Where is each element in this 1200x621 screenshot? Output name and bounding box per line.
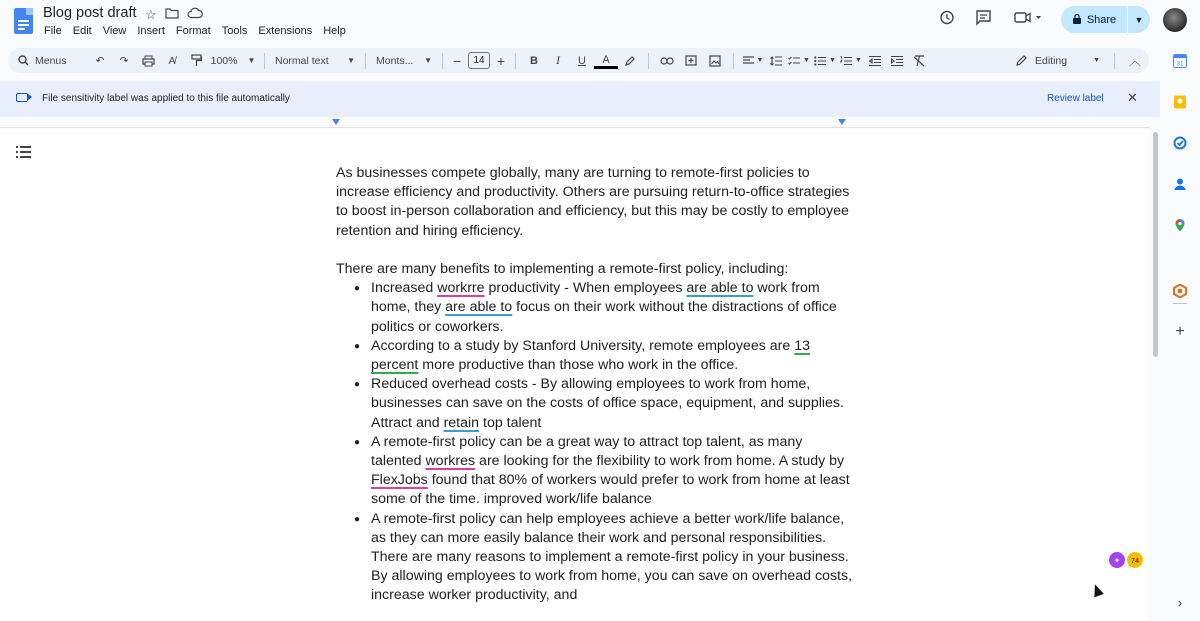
paint-format-icon[interactable] xyxy=(184,48,208,73)
bulleted-list-select[interactable] xyxy=(812,48,838,73)
spellcheck-icon[interactable]: A̸ xyxy=(168,54,176,67)
share-dropdown-button[interactable] xyxy=(1128,6,1150,33)
clear-formatting-icon[interactable] xyxy=(908,48,930,73)
menu-tools[interactable]: Tools xyxy=(221,25,248,37)
menu-file[interactable]: File xyxy=(44,25,62,37)
search-icon xyxy=(18,55,29,66)
list-item[interactable]: ● Increased workrre productivity - When employees are able to work from home, they are able to focus on their work without the distractions of office politics or coworkers. xyxy=(336,279,856,337)
move-folder-icon[interactable] xyxy=(165,7,179,23)
decrease-indent-icon[interactable] xyxy=(864,48,886,73)
menu-extensions[interactable]: Extensions xyxy=(258,25,313,37)
add-comment-icon[interactable] xyxy=(679,48,703,73)
increase-indent-icon[interactable] xyxy=(886,48,908,73)
list-item[interactable]: ● According to a study by Stanford University, remote employees are 13 percent more productive than those who work in the office. xyxy=(336,337,856,375)
menu-format[interactable]: Format xyxy=(175,25,211,37)
font-size-field[interactable] xyxy=(465,48,493,73)
toolbar-divider xyxy=(733,53,734,69)
toolbar-divider xyxy=(365,53,366,69)
numbered-list-select[interactable] xyxy=(838,48,864,73)
toolbar xyxy=(8,48,1149,73)
docs-logo-icon[interactable] xyxy=(14,8,33,34)
toolbar-divider xyxy=(264,53,265,69)
checklist-icon xyxy=(788,56,800,66)
list-item[interactable]: ● A remote-first policy can be a great way to attract top talent, as many talented workres are looking for the flexibility to work from home. A study by FlexJobs found that 80% of workers would prefer to work from home at least some of the time. improved work/life balance xyxy=(336,433,856,510)
calendar-icon[interactable] xyxy=(1173,54,1187,68)
keep-icon[interactable] xyxy=(1173,95,1187,109)
decrease-font-size-icon[interactable]: − xyxy=(452,52,462,69)
pencil-icon xyxy=(1016,55,1027,66)
bulleted-list-icon xyxy=(814,56,826,66)
star-icon[interactable]: ☆ xyxy=(145,7,157,22)
paragraph-style-select[interactable] xyxy=(271,48,359,73)
insert-image-icon[interactable] xyxy=(703,48,727,73)
sensitivity-label-banner xyxy=(0,81,1160,117)
spelling-suggestion[interactable]: workres xyxy=(425,453,476,470)
caret-down-icon: ▼ xyxy=(855,57,862,64)
print-icon[interactable] xyxy=(136,48,160,73)
menu-bar xyxy=(44,25,357,37)
grammar-suggestion[interactable]: 13 percent xyxy=(371,337,810,374)
left-indent-marker[interactable] xyxy=(332,119,340,125)
title-bar xyxy=(0,0,1200,44)
caret-down-icon: ▼ xyxy=(1093,57,1100,64)
font-select[interactable] xyxy=(372,48,436,73)
vertical-scrollbar[interactable] xyxy=(1151,129,1160,621)
scrollbar-thumb[interactable] xyxy=(1153,132,1158,357)
share-label: Share xyxy=(1086,13,1117,26)
caret-down-icon: ▼ xyxy=(247,56,256,65)
document-title[interactable]: Blog post draft xyxy=(43,5,137,21)
collaborator-indicators[interactable] xyxy=(1109,552,1143,568)
menu-help[interactable]: Help xyxy=(323,25,346,37)
toolbar-divider xyxy=(515,53,516,69)
zoom-select[interactable] xyxy=(208,48,258,73)
text-color-icon[interactable]: A xyxy=(594,55,618,69)
menu-insert[interactable]: Insert xyxy=(137,25,165,37)
grammar-suggestion[interactable]: retain xyxy=(443,414,480,431)
office-addon-icon[interactable] xyxy=(1173,284,1187,298)
cloud-status-icon[interactable] xyxy=(187,7,203,23)
collapse-menus-icon[interactable]: ︿ xyxy=(1128,54,1141,68)
grammar-suggestion[interactable]: are able to xyxy=(445,299,513,316)
line-spacing-icon[interactable] xyxy=(766,48,786,73)
collaborator-avatar-icon[interactable]: ✦ xyxy=(1109,552,1125,568)
lock-icon xyxy=(1072,13,1082,27)
align-select[interactable] xyxy=(740,48,766,73)
search-menus-label: Menus xyxy=(35,54,67,67)
lead-paragraph[interactable]: There are many benefits to implementing a remote-first policy, including: xyxy=(336,261,789,277)
document-canvas[interactable] xyxy=(0,129,1149,621)
share-button[interactable] xyxy=(1061,6,1127,33)
caret-down-icon: ▼ xyxy=(347,56,355,65)
grammar-suggestion[interactable]: are able to xyxy=(686,280,754,297)
highlight-color-icon[interactable] xyxy=(618,48,642,73)
bold-icon[interactable]: B xyxy=(530,54,538,67)
menu-view[interactable]: View xyxy=(102,25,127,37)
align-left-icon xyxy=(743,56,754,66)
italic-icon[interactable]: I xyxy=(556,53,560,67)
benefits-list xyxy=(336,279,856,605)
caret-down-icon: ▼ xyxy=(803,57,810,64)
caret-down-icon: ▼ xyxy=(424,56,432,65)
font-value: Monts... xyxy=(376,54,414,67)
checklist-select[interactable] xyxy=(786,48,812,73)
add-addon-icon[interactable]: + xyxy=(1175,323,1185,340)
caret-down-icon: ▼ xyxy=(1134,14,1144,25)
label-icon xyxy=(16,93,27,102)
search-menus[interactable] xyxy=(8,48,88,73)
font-size-value: 14 xyxy=(468,52,490,69)
numbered-list-icon xyxy=(840,56,852,66)
editing-mode-value: Editing xyxy=(1035,54,1068,67)
list-item[interactable]: ● A remote-first policy can help employees achieve a better work/life balance, as they can more easily balance their work and personal responsibilities. There are many reasons to implement a remote-first policy in your business. By allowing employees to work from home, you can save on overhead costs, increase worker productivity, and xyxy=(336,510,856,606)
banner-message: File sensitivity label was applied to this file automatically xyxy=(42,93,290,104)
redo-icon[interactable]: ↷ xyxy=(119,54,129,67)
title-icons xyxy=(145,7,203,23)
right-indent-marker[interactable] xyxy=(838,119,846,125)
increase-font-size-icon[interactable]: + xyxy=(496,52,506,69)
meet-video-icon[interactable] xyxy=(1014,9,1044,31)
ruler xyxy=(0,117,1149,128)
version-history-icon[interactable] xyxy=(938,9,955,31)
paragraph-style-value: Normal text xyxy=(275,54,329,67)
underline-icon[interactable]: U xyxy=(578,54,586,67)
account-avatar[interactable] xyxy=(1163,8,1187,32)
document-body[interactable] xyxy=(336,164,856,606)
side-panel-divider xyxy=(1173,303,1187,304)
toolbar-divider xyxy=(648,53,649,69)
insert-link-icon[interactable] xyxy=(655,48,679,73)
spelling-suggestion[interactable]: FlexJobs xyxy=(371,472,428,489)
caret-down-icon: ▼ xyxy=(756,57,764,64)
list-item[interactable]: ● Reduced overhead costs - By allowing employees to work from home, businesses can save on the costs of office space, equipment, and supplies. Attract and retain top talent xyxy=(336,375,856,433)
caret-down-icon: ▼ xyxy=(829,57,836,64)
svg-text:31: 31 xyxy=(1176,60,1184,68)
tasks-icon[interactable] xyxy=(1173,136,1187,150)
zoom-value: 100% xyxy=(210,54,238,67)
collaborator-count-badge[interactable]: 74 xyxy=(1127,552,1143,568)
document-outline-icon[interactable] xyxy=(17,146,31,161)
editing-mode-select[interactable] xyxy=(1008,48,1108,73)
maps-icon[interactable] xyxy=(1173,218,1187,232)
spelling-suggestion[interactable]: workrre xyxy=(437,280,485,297)
side-panel xyxy=(1160,44,1200,621)
contacts-icon[interactable] xyxy=(1173,177,1187,191)
close-icon[interactable]: ✕ xyxy=(1127,90,1138,105)
toolbar-divider xyxy=(442,53,443,69)
toolbar-divider xyxy=(1114,53,1115,69)
menu-edit[interactable]: Edit xyxy=(72,25,92,37)
intro-paragraph[interactable]: As businesses compete globally, many are turning to remote-first policies to increase efficiency and productivity. Others are pursuing return-to-office strategies to boost in-person collaboration and efficiency, but this may be costly to employee retention and hiring efficiency. xyxy=(336,165,850,239)
chevron-right-icon[interactable]: › xyxy=(1177,595,1183,610)
review-label-link[interactable]: Review label xyxy=(1047,93,1104,104)
comments-icon[interactable] xyxy=(975,9,992,31)
undo-icon[interactable]: ↶ xyxy=(95,54,105,67)
